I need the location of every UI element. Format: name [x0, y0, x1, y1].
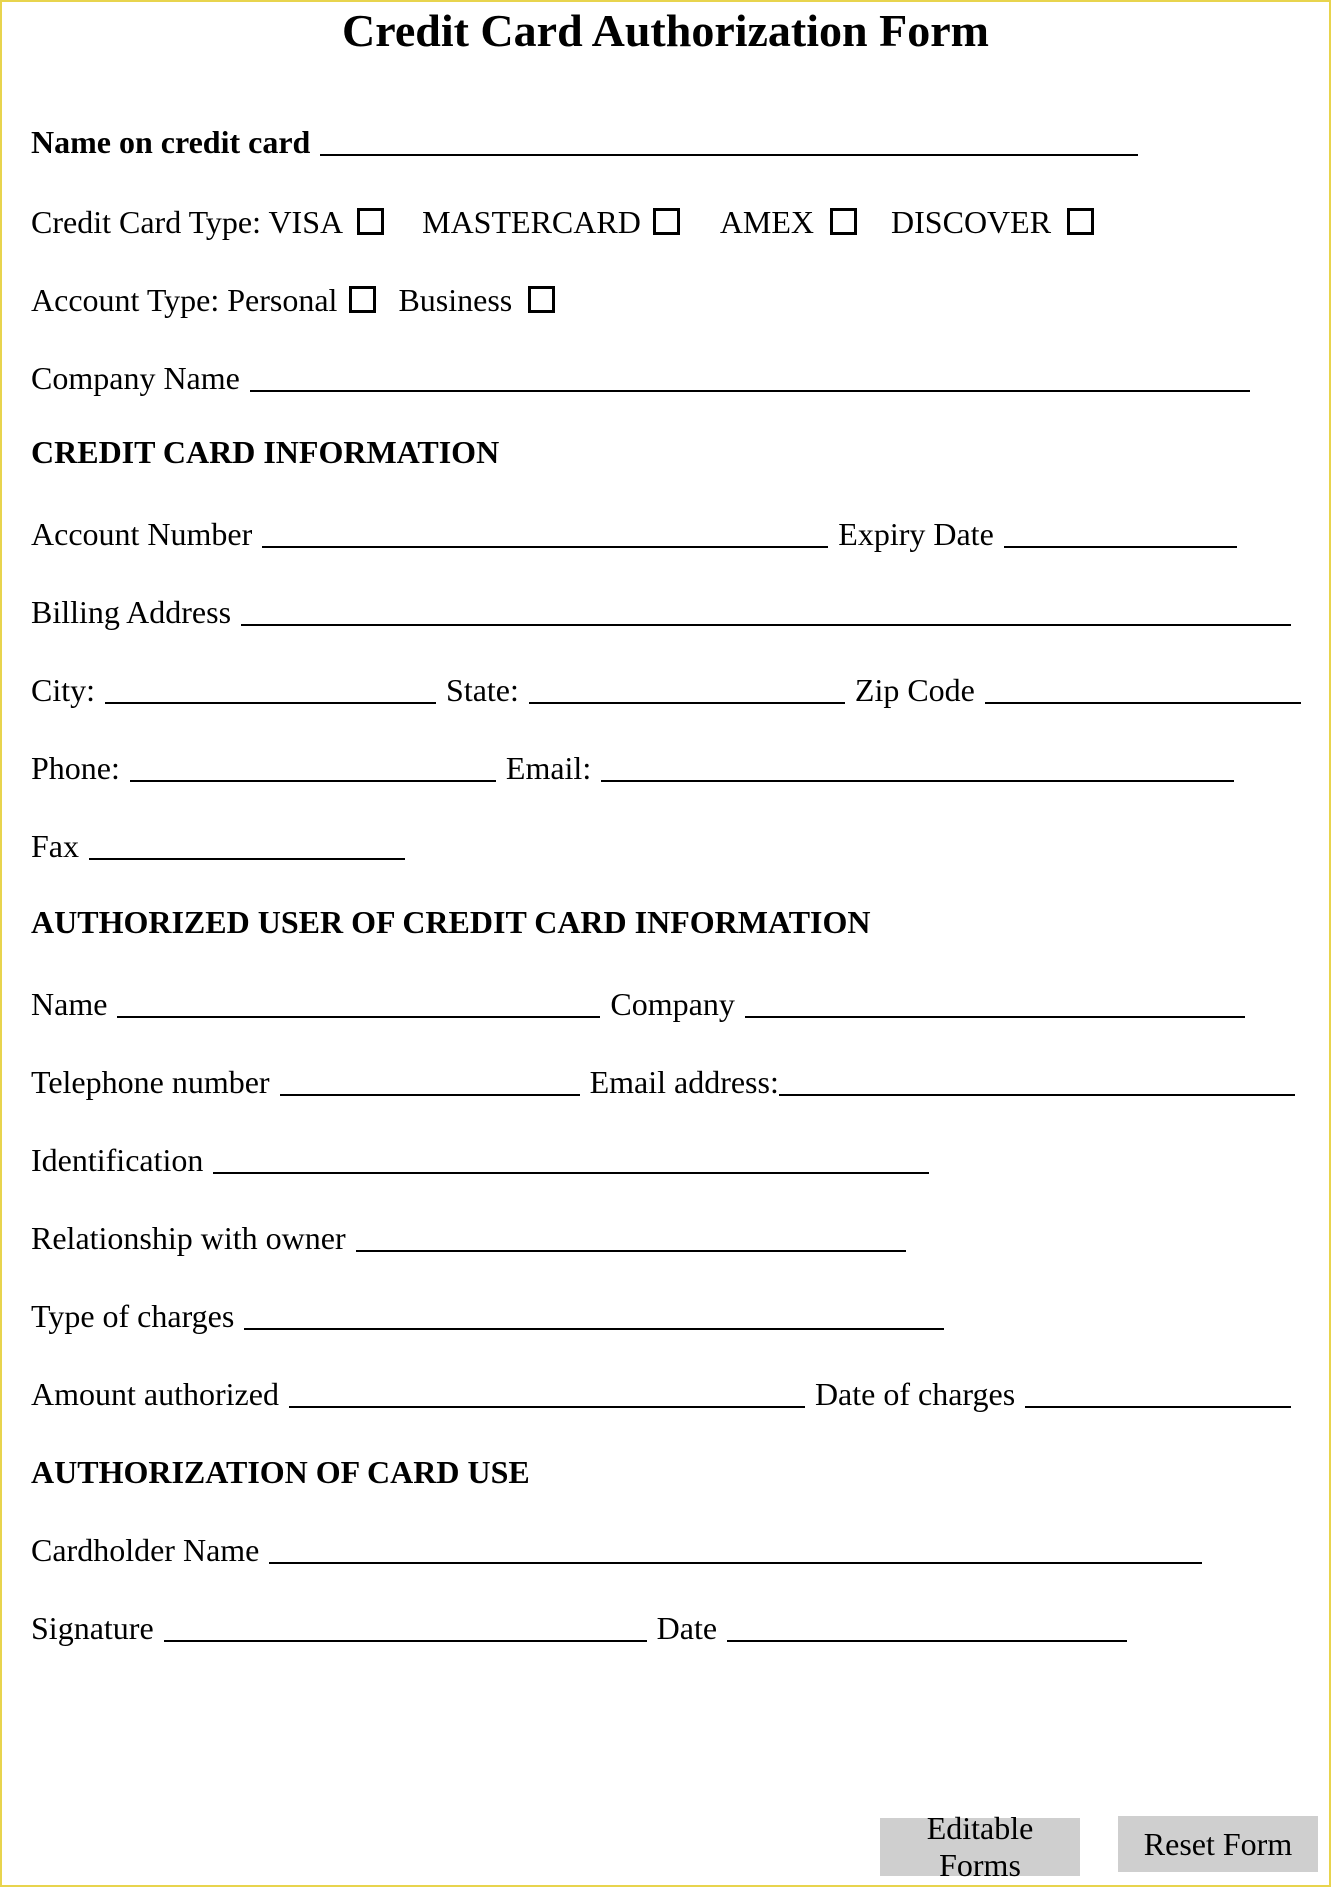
phone-label: Phone:: [31, 750, 120, 786]
zip-code-label: Zip Code: [854, 672, 975, 708]
account-number-row: [31, 508, 1237, 552]
user-name-field[interactable]: [117, 1016, 600, 1018]
visa-checkbox[interactable]: [357, 208, 384, 235]
signature-date-row: [31, 1602, 1127, 1646]
city-field[interactable]: [105, 702, 436, 704]
signature-label: Signature: [31, 1610, 154, 1646]
user-company-field[interactable]: [745, 1016, 1245, 1018]
email-address-label: Email address:: [589, 1064, 779, 1100]
zip-code-field[interactable]: [985, 702, 1301, 704]
phone-email-row: [31, 742, 1234, 786]
state-field[interactable]: [529, 702, 845, 704]
personal-checkbox[interactable]: [349, 286, 376, 313]
email-address-field[interactable]: [779, 1094, 1295, 1096]
state-label: State:: [446, 672, 519, 708]
billing-address-field[interactable]: [241, 624, 1291, 626]
email-field[interactable]: [601, 780, 1234, 782]
cardholder-name-field[interactable]: [269, 1562, 1202, 1564]
discover-checkbox[interactable]: [1067, 208, 1094, 235]
city-label: City:: [31, 672, 96, 708]
name-on-card-label: Name on credit card: [31, 124, 311, 160]
mastercard-label: MASTERCARD: [422, 204, 641, 240]
account-number-label: Account Number: [31, 516, 253, 552]
name-on-card-row: [31, 116, 1138, 160]
card-type-row: [31, 196, 1094, 240]
amex-label: AMEX: [719, 204, 815, 240]
relationship-field[interactable]: [356, 1250, 906, 1252]
telephone-email-row: [31, 1056, 1295, 1100]
relationship-row: [31, 1212, 906, 1256]
identification-row: [31, 1134, 929, 1178]
signature-field[interactable]: [164, 1640, 647, 1642]
amount-date-row: [31, 1368, 1291, 1412]
identification-label: Identification: [31, 1142, 204, 1178]
business-label: Business: [398, 282, 513, 318]
user-company-label: Company: [610, 986, 735, 1022]
account-type-label: Account Type: Personal: [31, 282, 338, 318]
cardholder-name-label: Cardholder Name: [31, 1532, 260, 1568]
business-checkbox[interactable]: [528, 286, 555, 313]
discover-label: DISCOVER: [891, 204, 1052, 240]
telephone-label: Telephone number: [31, 1064, 270, 1100]
company-name-field[interactable]: [250, 390, 1250, 392]
name-company-row: [31, 978, 1245, 1022]
reset-form-button[interactable]: Reset Form: [1118, 1816, 1318, 1872]
relationship-label: Relationship with owner: [31, 1220, 346, 1256]
date-of-charges-label: Date of charges: [814, 1376, 1016, 1412]
amount-authorized-label: Amount authorized: [31, 1376, 279, 1412]
authorization-heading: AUTHORIZATION OF CARD USE: [31, 1454, 530, 1490]
expiry-date-field[interactable]: [1004, 546, 1237, 548]
mastercard-checkbox[interactable]: [653, 208, 680, 235]
type-of-charges-label: Type of charges: [31, 1298, 235, 1334]
city-state-zip-row: [31, 664, 1301, 708]
telephone-field[interactable]: [280, 1094, 580, 1096]
editable-forms-button[interactable]: Editable Forms: [880, 1818, 1080, 1876]
amex-checkbox[interactable]: [830, 208, 857, 235]
company-name-label: Company Name: [31, 360, 240, 396]
credit-card-info-heading: CREDIT CARD INFORMATION: [31, 434, 500, 470]
account-number-field[interactable]: [262, 546, 828, 548]
authorized-user-heading: AUTHORIZED USER OF CREDIT CARD INFORMATION: [31, 904, 871, 940]
page-title: Credit Card Authorization Form: [342, 5, 989, 56]
identification-field[interactable]: [213, 1172, 929, 1174]
expiry-date-label: Expiry Date: [838, 516, 994, 552]
account-type-row: [31, 274, 555, 318]
billing-address-row: [31, 586, 1291, 630]
date-of-charges-field[interactable]: [1025, 1406, 1291, 1408]
amount-authorized-field[interactable]: [289, 1406, 805, 1408]
fax-label: Fax: [31, 828, 79, 864]
company-name-row: [31, 352, 1250, 396]
phone-field[interactable]: [130, 780, 496, 782]
date-label: Date: [656, 1610, 718, 1646]
billing-address-label: Billing Address: [31, 594, 232, 630]
type-of-charges-row: [31, 1290, 944, 1334]
type-of-charges-field[interactable]: [244, 1328, 944, 1330]
cardholder-name-row: [31, 1524, 1202, 1568]
date-field[interactable]: [727, 1640, 1127, 1642]
fax-field[interactable]: [89, 858, 405, 860]
user-name-label: Name: [31, 986, 108, 1022]
email-label: Email:: [505, 750, 592, 786]
name-on-card-field[interactable]: [320, 154, 1138, 156]
fax-row: [31, 820, 405, 864]
card-type-label: Credit Card Type: VISA: [31, 204, 344, 240]
